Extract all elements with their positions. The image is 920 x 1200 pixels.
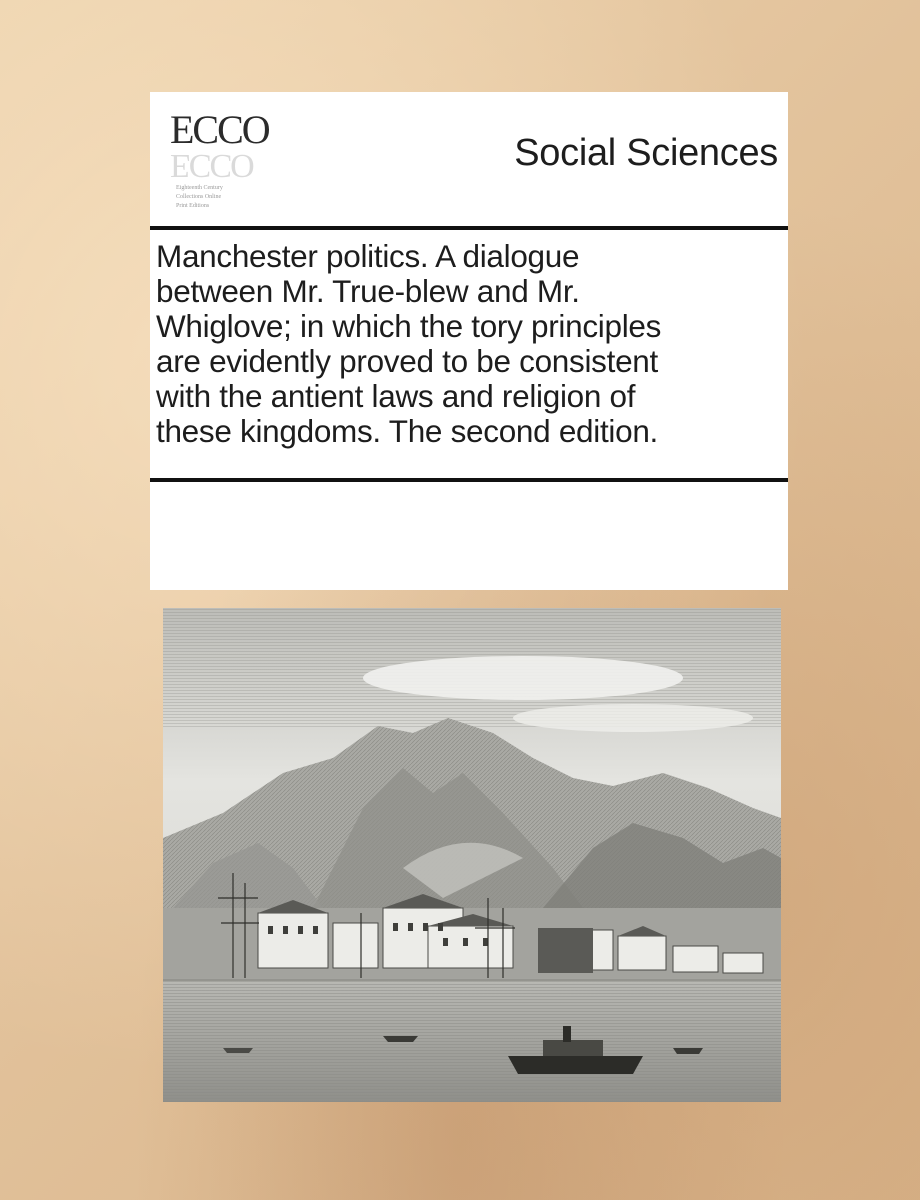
harbor-engraving-art (163, 608, 781, 1102)
logo-line-2: Collections Online (176, 194, 222, 200)
title-line: Whiglove; in which the tory principles (156, 308, 662, 344)
logo-line-3: Print Editions (176, 203, 210, 209)
series-label: Social Sciences (514, 132, 778, 174)
ecco-logo (162, 104, 272, 214)
title-line: between Mr. True-blew and Mr. (156, 273, 580, 309)
top-rule (150, 226, 788, 230)
book-title (156, 239, 784, 449)
title-panel (150, 92, 788, 590)
harbor-engraving (163, 608, 781, 1102)
logo-line-1: Eighteenth Century (176, 185, 223, 191)
title-line: are evidently proved to be consistent (156, 343, 658, 379)
title-line: these kingdoms. The second edition. (156, 413, 658, 449)
logo-wordmark: ECCO (170, 107, 269, 152)
title-line: Manchester politics. A dialogue (156, 238, 580, 274)
title-line: with the antient laws and religion of (156, 378, 636, 414)
logo-reflection: ECCO (170, 147, 253, 184)
bottom-rule (150, 478, 788, 482)
cover-header (150, 92, 788, 226)
